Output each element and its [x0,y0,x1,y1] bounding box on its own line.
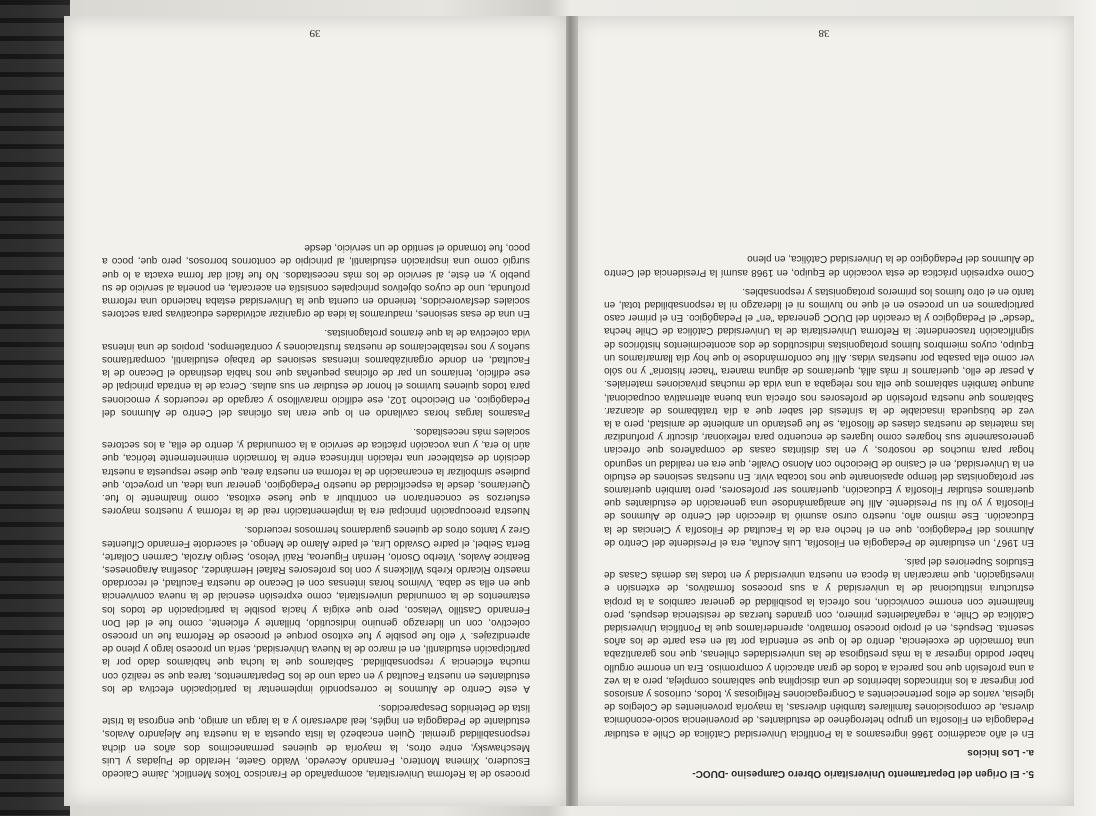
chapter-heading: 5.- El Origen del Departamento Universitario Obrero Campesino -DUOC- [692,768,1034,779]
paragraph: Pasamos largas horas cavilando en lo que eran las oficinas del Centro de Alumnos del Pedagógico, en Dieciocho 102, ese edificio maravilloso y cargado de recuerdos y emociones para todos quienes tuvimos el honor de estudiar en sus aulas. Cerca de la entrada principal de ese edificio, teníamos un par de oficinas pequeñas que nos había destinado el Decano de la Facultad, en donde organizábamos intensas sesiones de trabajo estudiantil, compartíamos sueños y nos restablecíamos de nuestras frustraciones y contratiempos, propios de una intensa vida colectiva de la que éramos protagonistas. [102,327,530,418]
page-number: 39 [309,27,321,40]
paragraph: En el año académico 1966 ingresamos a la Pontificia Universidad Católica de Chile a estudiar Pedagogía en Filosofía un grupo heterogéneo de estudiantes, de proveniencia socio-económica diversa, de composiciones familiares también diversas, la mayoría provenientes de Colegios de Iglesia, varios de ellos pertenecientes a Congregaciones Religiosas y, todos, curiosos y ansiosos por ingresar a los intrincados laberintos de una disciplina que sabíamos compleja, pero a la vez a una profesión que nos parecía a todos de gran atracción y compromiso. Era un enorme orgullo haber podido ingresar a la más prestigiosa de las universidades chilenas, que nos garantizaba una formación de excelencia, dentro de lo que se entendía por tal en esa parte de los años sesenta. Después, en el propio proceso formativo, aprenderíamos que la Pontificia Universidad Católica de Chile, a regañadientes primero, con grandes fuerzas de resistencia después, pero finalmente con enorme convicción, nos ofrecía la posibilidad de generar cambios a la propia estructura institucional de la universidad y a sus procesos formativos, de extensión e investigación, que marcarían la época en nuestra universidad y en todas las demás Casas de Estudios Superiores del país. [604,555,1034,739]
page-39 [64,16,566,806]
section-subheading: a.- Los Inicios [967,746,1034,758]
open-book-rotated [64,16,1074,806]
page-38 [574,16,1074,806]
paragraph: Como expresión práctica de esta vocación de Equipo, en 1968 asumí la Presidencia del Centro de Alumnos del Pedagógico de la Universidad Católica, en pleno [604,253,1034,278]
paragraph: A este Centro de Alumnos le correspondió implementar la participación efectiva de los estudiantes en nuestra Facultad y en cada uno de los Departamentos, tarea que se realizó con mucha eficiencia y responsabilidad. Sabíamos que la lucha que habíamos dado por la participación estudiantil, en el marco de la Nueva Universidad, sería un proceso largo y pleno de aprendizajes. Y ello fue posible y fue exitoso porque el proceso de Reforma fue un proceso colectivo, con un liderazgo genuino indiscutido, brillante y eficiente, como fue el del Don Fernando Castillo Velasco, pero que exigía y hacía posible la participación de todos los estamentos de la comunidad universitaria, como expresión esencial de la nueva convivencia que en ella se daba. Vivimos horas intensas con el Decano de nuestra Facultad, el recordado maestro Ricardo Krebs Wilckens y con los profesores Rafael Hernández, Josefina Aragoneses, Beatrice Avalos, Viterbo Osorio, Hernán Figueroa, Raúl Veloso, Sergio Arzola, Carmen Collarte, Berta Seibel, el padre Osvaldo Lira, el padre Álamo de Mengo, el sacerdote Fernando Cifuentes Grez y tantos otros de quienes guardamos hermosos recuerdos. [102,524,530,694]
spiral-binding [0,0,70,816]
paragraph: Nuestra preocupación principal era la implementación real de la reforma y nuestros mayores esfuerzos se concentraron en contribuir a que fuese exitosa, como finalmente lo fue. Queríamos, desde la especificidad de nuestro Pedagógico, generar una idea, un proyecto, que pudiese simbolizar la encarnación de la reforma en nuestra área, que diese respuesta a nuestra decisión de establecer una relación intrínseca entre la formación eminentemente teórica, que aún lo era, y una vocación práctica de servicio a la comunidad y, dentro de ella, a los sectores sociales más necesitados. [102,425,530,517]
paragraph: proceso de la Reforma Universitaria, acompañado de Francisco Tokos Mentlick, Jaime Caicedo Escudero, Ximena Montero, Fernando Acevedo, Waldo Gaete, Heraldo de Pujadas y Luis Meschawsky, entre otros, la mayoría de quienes permanecimos dos años en dicha responsabilidad gremial. Quien encabezó la lista opuesta a la nuestra fue Alejandro Avalos, estudiante de Pedagogía en Inglés, leal adversario y a la larga un amigo, que engrosa la triste lista de Detenidos Desaparecidos. [102,701,530,779]
paragraph: En 1967, un estudiante de Pedagogía en Filosofía, Luis Acuña, era el Presidente del Centro de Alumnos del Pedagógico, que en el hecho era de la Facultad de Filosofía y Ciencias de la Educación. Ese mismo año, nuestro curso asumió la dirección del Centro de Alumnos de Filosofía y yo fui su Presidente. Allí fue amalgamándose una generación de estudiantes que queríamos estudiar Filosofía y Educación, queríamos ser profesores, pero también queríamos ser protagonistas del tiempo apasionante que nos tocaba vivir. En nuestras sesiones de estudio en la Universidad, en el Casino de Dieciocho con Alonso Ovalle, que era en realidad un segundo hogar para muchos de nosotros, y en las distintas casas de compañeros que ofrecían generosamente sus hogares como lugares de encuentro para reflexionar, discutir y profundizar las materias de nuestras clases de filosofía, se fue gestando un ambiente de amistad, pero a la vez de búsqueda insaciable de la síntesis del saber que a día tratábamos de alcanzar. Sabíamos que nuestra profesión de profesores nos ofrecía una buena alternativa ocupacional, aunque también sabíamos que ella nos relegaba a una vida de muchas privaciones materiales. A pesar de ello, queríamos ir más allá, queríamos de alguna manera "hacer historia" y no sólo ver como ella pasaba por nuestras vidas. Allí fue conformándose lo que hoy día llamaríamos un Equipo, cuyos miembros fuimos protagonistas indiscutidos de dos acontecimientos históricos de significación trascendente: la Reforma Universitaria de la Universidad Católica de Chile hecha "desde" el Pedagógico y la creación del DUOC generada "en" el Pedagógico. En el primer caso participamos en un proceso en el que no tuvimos ni el liderazgo ni la responsabilidad total, en tanto en el otro fuimos los primeros protagonistas y responsables. [604,285,1034,548]
page-number: 38 [818,27,830,40]
paragraph: En una de esas sesiones, maduramos la idea de organizar actividades educativas para sectores sociales desfavorecidos, teniendo en cuenta que la Universidad estaba haciendo una reforma profunda, uno de cuyos objetivos principales consistía en acercarla, en ponerla al servicio de su pueblo y, en éste, al servicio de los más necesitados. No fue fácil dar forma exacta a lo que surgió como una inspiración estudiantil, al principio de contornos borrosos, pero que, poco a poco, fue tomando el sentido de un servicio, desde [102,242,530,320]
